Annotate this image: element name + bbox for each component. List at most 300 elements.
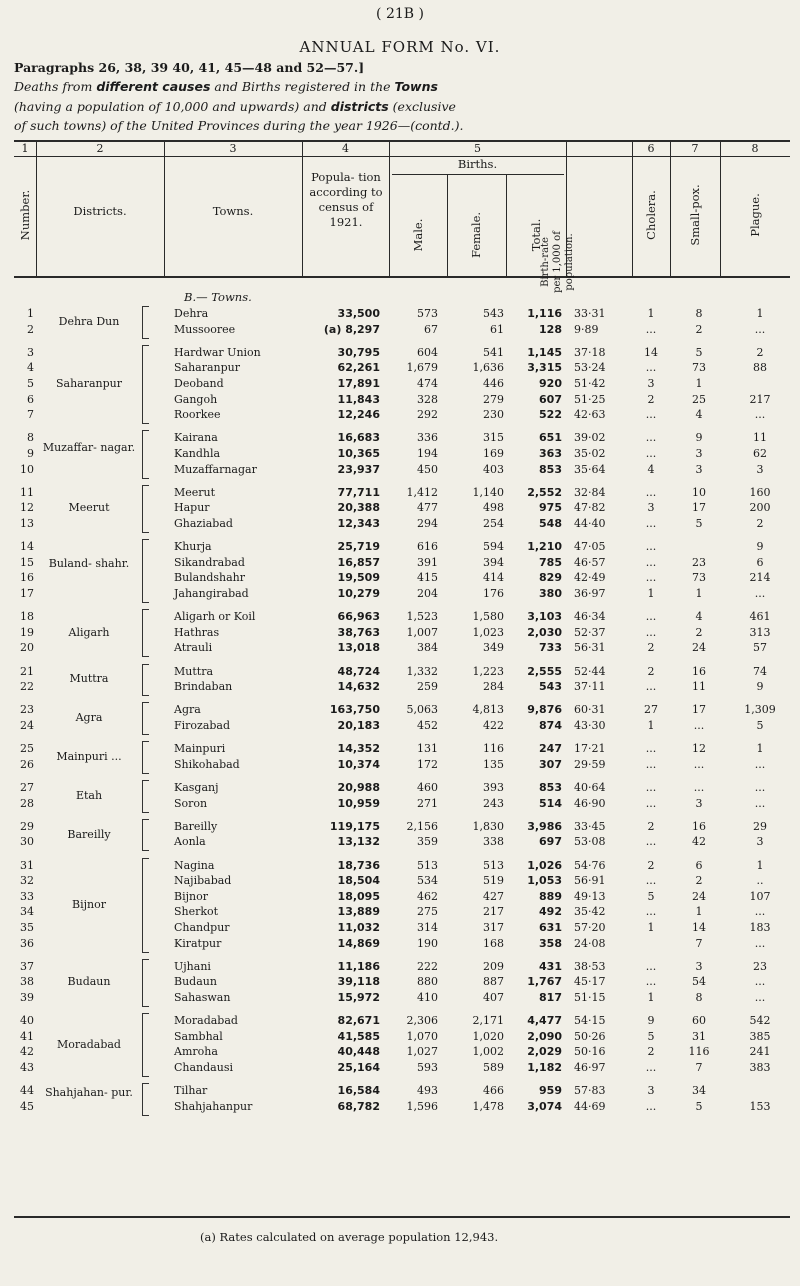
small-pox-deaths: 16	[692, 664, 706, 678]
table-row	[14, 1099, 790, 1114]
plague-deaths: ..	[756, 874, 764, 888]
total-births: 3,986	[527, 819, 562, 833]
plague-deaths: ...	[754, 991, 766, 1004]
column-divider	[506, 174, 507, 277]
birth-rate: 47·05	[574, 540, 606, 554]
footnote: (a) Rates calculated on average population 12,943.	[200, 1230, 499, 1244]
population-value: 33,500	[337, 307, 380, 320]
male-births: 292	[417, 408, 438, 422]
row-number: 30	[20, 835, 34, 849]
column-number: 2	[96, 142, 104, 155]
population-value: 48,724	[337, 664, 380, 678]
total-births: 2,030	[527, 625, 562, 639]
district-brace-icon	[142, 345, 149, 424]
cholera-deaths: ...	[645, 485, 657, 499]
plague-deaths: 183	[749, 921, 771, 934]
column-number: 7	[691, 142, 699, 155]
town-name: Nagina	[174, 858, 215, 872]
cholera-deaths: 5	[647, 1029, 655, 1043]
cholera-deaths: ...	[645, 1061, 657, 1074]
town-name: Hapur	[174, 501, 210, 515]
female-births: 1,580	[472, 610, 504, 624]
cholera-deaths: ...	[645, 610, 657, 624]
small-pox-deaths: 8	[695, 991, 703, 1004]
small-pox-deaths: 17	[692, 703, 706, 717]
district-brace-icon	[142, 430, 149, 478]
plague-deaths: 214	[749, 571, 771, 585]
female-births: 1,636	[472, 361, 504, 375]
district-brace-icon	[142, 609, 149, 657]
population-value: 68,782	[337, 1099, 380, 1113]
female-births: 315	[483, 431, 504, 445]
district-brace-icon	[142, 858, 149, 953]
female-births: 279	[483, 392, 504, 406]
column-number: 1	[21, 142, 29, 155]
birth-rate: 54·15	[574, 1014, 606, 1028]
male-births: 450	[417, 462, 438, 476]
plague-deaths: 23	[753, 959, 767, 973]
caption-line-1	[14, 77, 790, 96]
town-name: Kiratpur	[174, 936, 222, 950]
row-number: 21	[20, 664, 34, 678]
town-name: Moradabad	[174, 1014, 238, 1028]
cholera-deaths: 27	[644, 703, 658, 717]
total-births: 247	[539, 742, 562, 756]
header-districts: Districts.	[73, 204, 127, 218]
total-births: 307	[539, 757, 562, 771]
cholera-deaths: ...	[645, 431, 657, 445]
plague-deaths: 29	[753, 819, 767, 833]
row-number: 34	[20, 905, 34, 919]
male-births: 294	[417, 517, 438, 530]
district-name: Moradabad	[57, 1037, 121, 1051]
district-brace-icon	[142, 664, 149, 697]
birth-rate: 44·69	[574, 1099, 606, 1113]
plague-deaths: 9	[756, 680, 764, 694]
birth-rate: 35·02	[574, 447, 606, 460]
plague-deaths: ...	[754, 905, 766, 919]
column-divider	[632, 140, 633, 277]
plague-deaths: 1	[756, 858, 764, 872]
town-name: Aonla	[174, 835, 206, 849]
table-row	[14, 586, 790, 601]
male-births: 328	[417, 392, 438, 406]
table-row	[14, 516, 790, 531]
town-name: Muttra	[174, 664, 214, 678]
town-name: Sikandrabad	[174, 555, 245, 569]
town-name: Sherkot	[174, 905, 219, 919]
small-pox-deaths: 17	[692, 501, 706, 515]
table-row	[14, 1060, 790, 1075]
birth-rate: 35·64	[574, 462, 606, 476]
row-number: 23	[20, 703, 34, 717]
column-number: 8	[751, 142, 759, 155]
population-value: 17,891	[337, 377, 380, 390]
female-births: 519	[483, 874, 504, 888]
male-births: 5,063	[406, 703, 438, 717]
table-row	[14, 485, 790, 500]
population-value: 40,448	[337, 1045, 380, 1059]
female-births: 349	[483, 641, 504, 655]
town-name: Amroha	[174, 1045, 218, 1059]
table-row	[14, 1013, 790, 1028]
female-births: 541	[483, 345, 504, 359]
male-births: 1,027	[406, 1045, 438, 1059]
town-name: Roorkee	[174, 408, 221, 422]
total-births: 2,555	[527, 664, 562, 678]
row-number: 16	[20, 571, 34, 585]
birth-rate: 51·42	[574, 377, 606, 390]
birth-rate: 46·34	[574, 610, 606, 624]
header-plague: Plague.	[748, 193, 762, 237]
male-births: 190	[417, 936, 438, 950]
birth-rate: 46·90	[574, 796, 606, 810]
birth-rate: 50·26	[574, 1029, 606, 1043]
town-name: Bareilly	[174, 819, 218, 833]
small-pox-deaths: 8	[695, 307, 703, 320]
small-pox-deaths: 5	[695, 1099, 703, 1113]
plague-deaths: 1,309	[744, 703, 776, 717]
total-births: 522	[539, 408, 562, 422]
row-number: 45	[20, 1099, 34, 1113]
row-number: 27	[20, 781, 34, 794]
table-row	[14, 360, 790, 375]
cholera-deaths: 2	[647, 858, 655, 872]
town-name: Sahaswan	[174, 991, 231, 1004]
female-births: 1,140	[472, 485, 504, 499]
male-births: 172	[417, 757, 438, 771]
total-births: 2,552	[527, 485, 562, 499]
header-small-pox: Small-pox.	[688, 184, 702, 246]
paragraphs-reference: Paragraphs 26, 38, 39 40, 41, 45—48 and 52—57.]	[14, 60, 365, 75]
population-value: 11,032	[337, 921, 380, 934]
population-value: 15,972	[337, 991, 380, 1004]
table-bottom-rule	[14, 1216, 790, 1218]
small-pox-deaths: 25	[692, 392, 706, 406]
population-value: 10,374	[337, 757, 380, 771]
row-number: 44	[20, 1084, 34, 1098]
female-births: 594	[483, 540, 504, 554]
total-births: 1,182	[527, 1061, 562, 1074]
district-name: Saharanpur	[55, 377, 123, 390]
town-name: Muzaffarnagar	[174, 462, 257, 476]
district-brace-icon	[142, 1013, 149, 1077]
form-title: ANNUAL FORM No. VI.	[299, 38, 501, 56]
birth-rate: 17·21	[574, 742, 606, 756]
total-births: 3,103	[527, 610, 562, 624]
birth-rate: 46·97	[574, 1061, 606, 1074]
male-births: 384	[417, 641, 438, 655]
town-name: Brindaban	[174, 680, 233, 694]
total-births: 959	[539, 1084, 562, 1098]
row-number: 12	[20, 501, 34, 515]
female-births: 169	[483, 447, 504, 460]
row-number: 17	[20, 587, 34, 600]
town-name: Shahjahanpur	[174, 1099, 253, 1113]
page-number: ( 21B )	[376, 6, 424, 22]
cholera-deaths: ...	[645, 680, 657, 694]
female-births: 338	[483, 835, 504, 849]
district-brace-icon	[142, 741, 149, 774]
table-row	[14, 462, 790, 477]
row-number: 18	[20, 610, 34, 624]
plague-deaths: 160	[749, 485, 771, 499]
female-births: 403	[483, 462, 504, 476]
population-value: 10,279	[337, 587, 380, 600]
small-pox-deaths: 4	[695, 408, 703, 422]
female-births: 168	[483, 936, 504, 950]
header-birth-rate: Birth-rate per 1,000 of population.	[540, 231, 575, 293]
plague-deaths: 5	[756, 719, 764, 732]
cholera-deaths: 9	[647, 1014, 655, 1028]
small-pox-deaths: 24	[692, 641, 706, 655]
female-births: 1,830	[472, 819, 504, 833]
district-brace-icon	[142, 780, 149, 813]
population-value: 16,683	[337, 431, 380, 445]
total-births: 817	[539, 991, 562, 1004]
male-births: 222	[417, 959, 438, 973]
plague-deaths: 241	[749, 1045, 771, 1059]
district-name: Mainpuri ...	[56, 750, 122, 763]
cholera-deaths: 5	[647, 889, 655, 903]
row-number: 29	[20, 819, 34, 833]
town-name: Chandpur	[174, 921, 230, 934]
cholera-deaths: ...	[645, 835, 657, 849]
female-births: 427	[483, 889, 504, 903]
small-pox-deaths: 4	[695, 610, 703, 624]
birth-rate: 52·44	[574, 664, 606, 678]
caption-line-2	[14, 97, 790, 116]
plague-deaths: ...	[754, 975, 766, 989]
row-number: 26	[20, 757, 34, 771]
town-name: Tilhar	[174, 1084, 208, 1098]
male-births: 604	[417, 345, 438, 359]
row-number: 11	[20, 485, 34, 499]
births-subheader-rule	[392, 174, 564, 175]
female-births: 466	[483, 1084, 504, 1098]
district-name: Budaun	[67, 975, 111, 989]
town-name: Hardwar Union	[174, 345, 261, 359]
male-births: 474	[417, 377, 438, 390]
plague-deaths: ...	[754, 781, 766, 794]
cholera-deaths: 1	[647, 587, 655, 600]
cholera-deaths: 3	[647, 1084, 655, 1098]
population-value: 11,186	[337, 959, 380, 973]
total-births: 1,053	[527, 874, 562, 888]
cholera-deaths: ...	[645, 959, 657, 973]
male-births: 314	[417, 921, 438, 934]
birth-rate: 49·13	[574, 889, 606, 903]
header-population: Popula- tion according to census of 1921.	[309, 170, 383, 229]
male-births: 2,156	[406, 819, 438, 833]
total-births: 4,477	[527, 1014, 562, 1028]
small-pox-deaths: 116	[688, 1045, 710, 1059]
row-number: 35	[20, 921, 34, 934]
birth-rate: 32·84	[574, 485, 606, 499]
town-name: Sambhal	[174, 1029, 223, 1043]
table-row	[14, 345, 790, 360]
population-value: 25,164	[337, 1061, 380, 1074]
cholera-deaths: ...	[645, 874, 657, 888]
small-pox-deaths: 3	[695, 959, 703, 973]
town-name: Gangoh	[174, 392, 218, 406]
cholera-deaths: ...	[645, 322, 657, 336]
header-births: Births.	[457, 157, 498, 171]
total-births: 3,074	[527, 1099, 562, 1113]
population-value: 18,736	[337, 858, 380, 872]
plague-deaths: 461	[749, 610, 771, 624]
small-pox-deaths: 24	[692, 889, 706, 903]
female-births: 135	[483, 757, 504, 771]
header-total: Total.	[529, 218, 543, 252]
female-births: 4,813	[472, 703, 504, 717]
town-name: Agra	[174, 703, 201, 717]
population-value: 10,365	[337, 447, 380, 460]
female-births: 61	[490, 322, 504, 336]
plague-deaths: 1	[756, 742, 764, 756]
total-births: 829	[539, 571, 562, 585]
male-births: 271	[417, 796, 438, 810]
cholera-deaths: ...	[645, 975, 657, 989]
female-births: 543	[483, 307, 504, 320]
cholera-deaths: ...	[645, 447, 657, 460]
total-births: 3,315	[527, 361, 562, 375]
birth-rate: 44·40	[574, 517, 606, 530]
cholera-deaths: ...	[645, 361, 657, 375]
female-births: 1,002	[472, 1045, 504, 1059]
small-pox-deaths: 11	[692, 680, 706, 694]
cholera-deaths: 2	[647, 1045, 655, 1059]
row-number: 10	[20, 462, 34, 476]
birth-rate: 24·08	[574, 936, 606, 950]
birth-rate: 33·31	[574, 307, 606, 320]
birth-rate: 9·89	[574, 322, 599, 336]
female-births: 414	[483, 571, 504, 585]
population-value: 20,988	[337, 781, 380, 794]
male-births: 259	[417, 680, 438, 694]
row-number: 15	[20, 555, 34, 569]
total-births: 2,090	[527, 1029, 562, 1043]
birth-rate: 42·63	[574, 408, 606, 422]
small-pox-deaths: 23	[692, 555, 706, 569]
row-number: 5	[27, 377, 34, 390]
cholera-deaths: 1	[647, 307, 655, 320]
male-births: 1,007	[406, 625, 438, 639]
table-row	[14, 936, 790, 951]
total-births: 785	[539, 555, 562, 569]
small-pox-deaths: 1	[695, 587, 703, 600]
population-value: 18,504	[337, 874, 380, 888]
row-number: 38	[20, 975, 34, 989]
caption-emphasis: districts	[330, 99, 389, 114]
female-births: 1,020	[472, 1029, 504, 1043]
population-value: 82,671	[337, 1014, 380, 1028]
female-births: 217	[483, 905, 504, 919]
total-births: 853	[539, 781, 562, 794]
male-births: 67	[424, 322, 438, 336]
male-births: 462	[417, 889, 438, 903]
male-births: 415	[417, 571, 438, 585]
district-name: Dehra Dun	[58, 314, 120, 328]
plague-deaths: 153	[749, 1099, 771, 1113]
row-number: 7	[27, 408, 34, 422]
small-pox-deaths: 9	[695, 431, 703, 445]
row-number: 37	[20, 959, 34, 973]
district-brace-icon	[142, 1083, 149, 1116]
birth-rate: 38·53	[574, 959, 606, 973]
district-name: Aligarh	[68, 625, 110, 639]
female-births: 317	[483, 921, 504, 934]
female-births: 1,223	[472, 664, 504, 678]
cholera-deaths: 2	[647, 664, 655, 678]
female-births: 498	[483, 501, 504, 515]
column-divider	[670, 140, 671, 277]
small-pox-deaths: 1	[695, 905, 703, 919]
small-pox-deaths: 16	[692, 819, 706, 833]
female-births: 2,171	[472, 1014, 504, 1028]
birth-rate: 29·59	[574, 757, 606, 771]
male-births: 452	[417, 719, 438, 732]
cholera-deaths: 1	[647, 719, 655, 732]
cholera-deaths: 3	[647, 377, 655, 390]
plague-deaths: ...	[754, 936, 766, 950]
town-name: Saharanpur	[174, 361, 241, 375]
row-number: 6	[27, 392, 34, 406]
cholera-deaths: ...	[645, 796, 657, 810]
total-births: 543	[539, 680, 562, 694]
birth-rate: 42·49	[574, 571, 606, 585]
district-brace-icon	[142, 702, 149, 735]
plague-deaths: 2	[756, 517, 764, 530]
total-births: 128	[539, 322, 562, 336]
birth-rate: 51·25	[574, 392, 606, 406]
district-brace-icon	[142, 306, 149, 339]
population-value: 16,857	[337, 555, 380, 569]
cholera-deaths: 1	[647, 991, 655, 1004]
small-pox-deaths: 3	[695, 462, 703, 476]
total-births: 889	[539, 889, 562, 903]
header-number: Number.	[18, 189, 32, 241]
male-births: 493	[417, 1084, 438, 1098]
total-births: 1,026	[527, 858, 562, 872]
town-name: Kandhla	[174, 447, 221, 460]
cholera-deaths: ...	[645, 742, 657, 756]
small-pox-deaths: 6	[695, 858, 703, 872]
female-births: 116	[483, 742, 504, 756]
female-births: 1,023	[472, 625, 504, 639]
population-value: 39,118	[337, 975, 380, 989]
total-births: 874	[539, 719, 562, 732]
plague-deaths: 313	[749, 625, 771, 639]
plague-deaths: ...	[754, 408, 766, 422]
population-value: 12,246	[337, 408, 380, 422]
total-births: 697	[539, 835, 562, 849]
district-name: Bareilly	[67, 827, 111, 841]
town-name: Hathras	[174, 625, 220, 639]
row-number: 28	[20, 796, 34, 810]
table-row	[14, 959, 790, 974]
row-number: 20	[20, 641, 34, 655]
cholera-deaths: 2	[647, 392, 655, 406]
row-number: 41	[20, 1029, 34, 1043]
town-name: Najibabad	[174, 874, 232, 888]
female-births: 209	[483, 959, 504, 973]
town-name: Mainpuri	[174, 742, 226, 756]
row-number: 24	[20, 719, 34, 732]
column-number: 6	[647, 142, 655, 155]
district-brace-icon	[142, 959, 149, 1007]
town-name: Budaun	[174, 975, 217, 989]
